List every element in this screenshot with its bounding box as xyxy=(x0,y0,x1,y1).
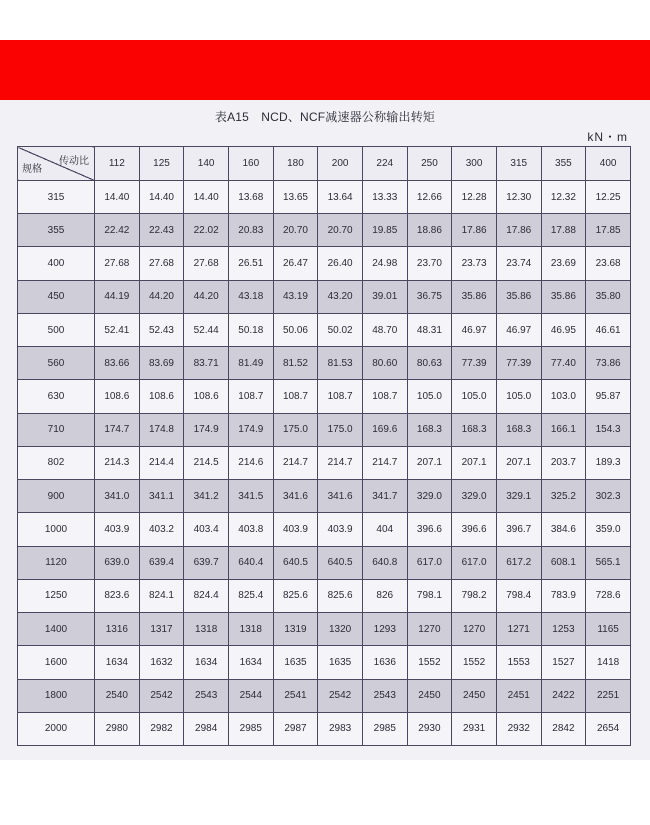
torque-cell: 1632 xyxy=(139,646,184,679)
torque-cell: 341.5 xyxy=(228,480,273,513)
torque-cell: 783.9 xyxy=(541,579,586,612)
torque-cell: 17.86 xyxy=(452,214,497,247)
torque-cell: 1293 xyxy=(362,613,407,646)
torque-cell: 175.0 xyxy=(273,413,318,446)
torque-cell: 46.95 xyxy=(541,313,586,346)
torque-cell: 77.39 xyxy=(496,347,541,380)
torque-cell: 1552 xyxy=(407,646,452,679)
torque-cell: 168.3 xyxy=(407,413,452,446)
table-row xyxy=(18,480,631,513)
torque-cell: 83.66 xyxy=(95,347,140,380)
page-bottom-margin xyxy=(0,760,650,825)
table-row xyxy=(18,413,631,446)
spec-cell: 900 xyxy=(18,480,95,513)
ratio-header: 224 xyxy=(362,147,407,181)
torque-cell: 13.65 xyxy=(273,181,318,214)
ratio-header: 300 xyxy=(452,147,497,181)
torque-cell: 13.68 xyxy=(228,181,273,214)
torque-cell: 175.0 xyxy=(318,413,363,446)
table-row xyxy=(18,313,631,346)
torque-cell: 22.43 xyxy=(139,214,184,247)
torque-cell: 2984 xyxy=(184,712,229,745)
torque-cell: 403.9 xyxy=(95,513,140,546)
torque-cell: 1634 xyxy=(95,646,140,679)
spec-cell: 1120 xyxy=(18,546,95,579)
torque-cell: 83.69 xyxy=(139,347,184,380)
torque-cell: 166.1 xyxy=(541,413,586,446)
torque-cell: 52.41 xyxy=(95,313,140,346)
torque-cell: 189.3 xyxy=(586,446,631,479)
torque-cell: 1418 xyxy=(586,646,631,679)
torque-cell: 108.7 xyxy=(362,380,407,413)
torque-cell: 35.86 xyxy=(541,280,586,313)
corner-cell xyxy=(18,147,95,181)
torque-cell: 1318 xyxy=(184,613,229,646)
unit-label: kN・m xyxy=(587,130,628,144)
torque-cell: 565.1 xyxy=(586,546,631,579)
torque-cell: 77.39 xyxy=(452,347,497,380)
torque-cell: 640.5 xyxy=(273,546,318,579)
spec-cell: 400 xyxy=(18,247,95,280)
torque-cell: 826 xyxy=(362,579,407,612)
torque-cell: 341.6 xyxy=(318,480,363,513)
torque-cell: 35.86 xyxy=(496,280,541,313)
torque-cell: 80.63 xyxy=(407,347,452,380)
torque-cell: 27.68 xyxy=(139,247,184,280)
torque-cell: 12.25 xyxy=(586,181,631,214)
torque-cell: 43.19 xyxy=(273,280,318,313)
spec-cell: 1400 xyxy=(18,613,95,646)
torque-cell: 23.68 xyxy=(586,247,631,280)
torque-cell: 2932 xyxy=(496,712,541,745)
torque-cell: 617.0 xyxy=(407,546,452,579)
torque-cell: 2422 xyxy=(541,679,586,712)
torque-cell: 214.7 xyxy=(362,446,407,479)
torque-cell: 108.6 xyxy=(184,380,229,413)
spec-cell: 560 xyxy=(18,347,95,380)
torque-cell: 13.33 xyxy=(362,181,407,214)
torque-cell: 1636 xyxy=(362,646,407,679)
torque-cell: 2980 xyxy=(95,712,140,745)
torque-cell: 81.52 xyxy=(273,347,318,380)
torque-cell: 329.0 xyxy=(452,480,497,513)
torque-cell: 12.28 xyxy=(452,181,497,214)
torque-cell: 302.3 xyxy=(586,480,631,513)
torque-cell: 174.7 xyxy=(95,413,140,446)
table-row xyxy=(18,546,631,579)
torque-cell: 798.2 xyxy=(452,579,497,612)
table-row xyxy=(18,280,631,313)
spec-cell: 2000 xyxy=(18,712,95,745)
torque-cell: 1553 xyxy=(496,646,541,679)
torque-cell: 1316 xyxy=(95,613,140,646)
torque-cell: 1320 xyxy=(318,613,363,646)
torque-table xyxy=(17,146,631,746)
torque-cell: 2541 xyxy=(273,679,318,712)
torque-cell: 1634 xyxy=(184,646,229,679)
torque-cell: 17.85 xyxy=(586,214,631,247)
torque-cell: 81.49 xyxy=(228,347,273,380)
torque-cell: 2540 xyxy=(95,679,140,712)
torque-cell: 798.4 xyxy=(496,579,541,612)
torque-cell: 2451 xyxy=(496,679,541,712)
table-title: 表A15 NCD、NCF减速器公称输出转矩 xyxy=(214,110,436,124)
torque-cell: 639.7 xyxy=(184,546,229,579)
torque-cell: 798.1 xyxy=(407,579,452,612)
torque-cell: 403.8 xyxy=(228,513,273,546)
spec-cell: 450 xyxy=(18,280,95,313)
torque-cell: 2982 xyxy=(139,712,184,745)
torque-cell: 35.80 xyxy=(586,280,631,313)
torque-cell: 2542 xyxy=(139,679,184,712)
torque-cell: 2542 xyxy=(318,679,363,712)
torque-cell: 359.0 xyxy=(586,513,631,546)
torque-cell: 1270 xyxy=(452,613,497,646)
torque-cell: 384.6 xyxy=(541,513,586,546)
ratio-header: 180 xyxy=(273,147,318,181)
torque-cell: 639.4 xyxy=(139,546,184,579)
table-row xyxy=(18,646,631,679)
torque-cell: 214.7 xyxy=(318,446,363,479)
torque-cell: 105.0 xyxy=(496,380,541,413)
torque-cell: 2450 xyxy=(407,679,452,712)
spec-cell: 630 xyxy=(18,380,95,413)
torque-cell: 23.69 xyxy=(541,247,586,280)
torque-cell: 12.32 xyxy=(541,181,586,214)
torque-cell: 403.4 xyxy=(184,513,229,546)
torque-cell: 1270 xyxy=(407,613,452,646)
torque-cell: 1635 xyxy=(273,646,318,679)
torque-cell: 46.61 xyxy=(586,313,631,346)
torque-cell: 2543 xyxy=(184,679,229,712)
torque-cell: 20.70 xyxy=(273,214,318,247)
torque-cell: 17.86 xyxy=(496,214,541,247)
torque-cell: 108.7 xyxy=(273,380,318,413)
ratio-header: 355 xyxy=(541,147,586,181)
torque-cell: 403.9 xyxy=(318,513,363,546)
torque-cell: 23.73 xyxy=(452,247,497,280)
ratio-header: 400 xyxy=(586,147,631,181)
torque-cell: 23.74 xyxy=(496,247,541,280)
torque-cell: 617.0 xyxy=(452,546,497,579)
torque-cell: 1318 xyxy=(228,613,273,646)
table-row xyxy=(18,679,631,712)
torque-cell: 396.7 xyxy=(496,513,541,546)
torque-cell: 1527 xyxy=(541,646,586,679)
torque-cell: 617.2 xyxy=(496,546,541,579)
torque-cell: 325.2 xyxy=(541,480,586,513)
torque-cell: 824.4 xyxy=(184,579,229,612)
torque-cell: 168.3 xyxy=(452,413,497,446)
torque-cell: 44.19 xyxy=(95,280,140,313)
torque-cell: 14.40 xyxy=(139,181,184,214)
torque-cell: 214.4 xyxy=(139,446,184,479)
table-row xyxy=(18,712,631,745)
torque-cell: 108.7 xyxy=(318,380,363,413)
torque-cell: 36.75 xyxy=(407,280,452,313)
torque-cell: 1317 xyxy=(139,613,184,646)
torque-cell: 26.51 xyxy=(228,247,273,280)
torque-cell: 80.60 xyxy=(362,347,407,380)
torque-cell: 108.6 xyxy=(139,380,184,413)
torque-cell: 22.02 xyxy=(184,214,229,247)
torque-cell: 640.8 xyxy=(362,546,407,579)
torque-cell: 1319 xyxy=(273,613,318,646)
torque-cell: 207.1 xyxy=(452,446,497,479)
torque-cell: 103.0 xyxy=(541,380,586,413)
header-row xyxy=(18,147,631,181)
torque-cell: 341.2 xyxy=(184,480,229,513)
torque-cell: 214.3 xyxy=(95,446,140,479)
table-row xyxy=(18,214,631,247)
torque-cell: 46.97 xyxy=(496,313,541,346)
torque-cell: 639.0 xyxy=(95,546,140,579)
torque-cell: 1552 xyxy=(452,646,497,679)
torque-cell: 108.6 xyxy=(95,380,140,413)
torque-cell: 20.83 xyxy=(228,214,273,247)
torque-cell: 26.40 xyxy=(318,247,363,280)
torque-cell: 73.86 xyxy=(586,347,631,380)
table-row xyxy=(18,247,631,280)
torque-cell: 608.1 xyxy=(541,546,586,579)
spec-cell: 802 xyxy=(18,446,95,479)
torque-cell: 14.40 xyxy=(95,181,140,214)
torque-cell: 105.0 xyxy=(407,380,452,413)
torque-cell: 403.9 xyxy=(273,513,318,546)
torque-cell: 1253 xyxy=(541,613,586,646)
spec-cell: 355 xyxy=(18,214,95,247)
torque-cell: 825.4 xyxy=(228,579,273,612)
torque-cell: 108.7 xyxy=(228,380,273,413)
torque-cell: 2654 xyxy=(586,712,631,745)
torque-cell: 2450 xyxy=(452,679,497,712)
torque-cell: 825.6 xyxy=(318,579,363,612)
torque-cell: 50.06 xyxy=(273,313,318,346)
ratio-header: 112 xyxy=(95,147,140,181)
torque-cell: 27.68 xyxy=(184,247,229,280)
torque-cell: 19.85 xyxy=(362,214,407,247)
spec-cell: 1000 xyxy=(18,513,95,546)
torque-cell: 39.01 xyxy=(362,280,407,313)
torque-cell: 169.6 xyxy=(362,413,407,446)
torque-cell: 83.71 xyxy=(184,347,229,380)
torque-cell: 24.98 xyxy=(362,247,407,280)
torque-cell: 640.5 xyxy=(318,546,363,579)
torque-cell: 95.87 xyxy=(586,380,631,413)
spec-axis-label: 规格 xyxy=(22,164,42,175)
torque-cell: 396.6 xyxy=(407,513,452,546)
torque-cell: 18.86 xyxy=(407,214,452,247)
spec-cell: 500 xyxy=(18,313,95,346)
torque-cell: 403.2 xyxy=(139,513,184,546)
torque-cell: 81.53 xyxy=(318,347,363,380)
torque-cell: 12.30 xyxy=(496,181,541,214)
torque-cell: 50.02 xyxy=(318,313,363,346)
torque-cell: 203.7 xyxy=(541,446,586,479)
torque-cell: 404 xyxy=(362,513,407,546)
torque-cell: 44.20 xyxy=(139,280,184,313)
table-row xyxy=(18,579,631,612)
torque-cell: 174.9 xyxy=(184,413,229,446)
torque-cell: 824.1 xyxy=(139,579,184,612)
table-row xyxy=(18,347,631,380)
torque-cell: 48.70 xyxy=(362,313,407,346)
table-row xyxy=(18,513,631,546)
torque-cell: 27.68 xyxy=(95,247,140,280)
ratio-header: 160 xyxy=(228,147,273,181)
ratio-header: 200 xyxy=(318,147,363,181)
torque-cell: 2931 xyxy=(452,712,497,745)
ratio-axis-label: 传动比 xyxy=(59,156,89,167)
torque-cell: 168.3 xyxy=(496,413,541,446)
torque-cell: 640.4 xyxy=(228,546,273,579)
torque-cell: 214.7 xyxy=(273,446,318,479)
torque-cell: 341.0 xyxy=(95,480,140,513)
torque-cell: 46.97 xyxy=(452,313,497,346)
torque-cell: 329.1 xyxy=(496,480,541,513)
torque-cell: 20.70 xyxy=(318,214,363,247)
torque-cell: 214.5 xyxy=(184,446,229,479)
torque-cell: 207.1 xyxy=(407,446,452,479)
spec-cell: 1600 xyxy=(18,646,95,679)
torque-cell: 12.66 xyxy=(407,181,452,214)
torque-cell: 35.86 xyxy=(452,280,497,313)
torque-cell: 2930 xyxy=(407,712,452,745)
torque-cell: 174.9 xyxy=(228,413,273,446)
torque-cell: 1165 xyxy=(586,613,631,646)
torque-cell: 341.7 xyxy=(362,480,407,513)
table-body xyxy=(18,181,631,746)
torque-cell: 14.40 xyxy=(184,181,229,214)
torque-cell: 207.1 xyxy=(496,446,541,479)
torque-cell: 154.3 xyxy=(586,413,631,446)
torque-cell: 26.47 xyxy=(273,247,318,280)
torque-cell: 1634 xyxy=(228,646,273,679)
torque-cell: 174.8 xyxy=(139,413,184,446)
torque-cell: 2985 xyxy=(228,712,273,745)
torque-cell: 43.20 xyxy=(318,280,363,313)
torque-cell: 214.6 xyxy=(228,446,273,479)
torque-cell: 52.43 xyxy=(139,313,184,346)
table-row xyxy=(18,181,631,214)
spec-cell: 710 xyxy=(18,413,95,446)
torque-cell: 1635 xyxy=(318,646,363,679)
torque-cell: 341.6 xyxy=(273,480,318,513)
torque-cell: 43.18 xyxy=(228,280,273,313)
torque-cell: 2251 xyxy=(586,679,631,712)
ratio-header: 125 xyxy=(139,147,184,181)
torque-cell: 17.88 xyxy=(541,214,586,247)
table-row xyxy=(18,380,631,413)
spec-cell: 1250 xyxy=(18,579,95,612)
torque-cell: 2544 xyxy=(228,679,273,712)
torque-cell: 329.0 xyxy=(407,480,452,513)
torque-cell: 1271 xyxy=(496,613,541,646)
table-row xyxy=(18,446,631,479)
torque-cell: 48.31 xyxy=(407,313,452,346)
red-header-bar xyxy=(0,40,650,100)
torque-cell: 823.6 xyxy=(95,579,140,612)
table-row xyxy=(18,613,631,646)
torque-cell: 2983 xyxy=(318,712,363,745)
torque-cell: 728.6 xyxy=(586,579,631,612)
torque-cell: 105.0 xyxy=(452,380,497,413)
torque-cell: 2987 xyxy=(273,712,318,745)
spec-cell: 315 xyxy=(18,181,95,214)
torque-cell: 2543 xyxy=(362,679,407,712)
torque-cell: 2985 xyxy=(362,712,407,745)
torque-cell: 77.40 xyxy=(541,347,586,380)
ratio-header: 250 xyxy=(407,147,452,181)
torque-cell: 2842 xyxy=(541,712,586,745)
torque-cell: 44.20 xyxy=(184,280,229,313)
torque-cell: 22.42 xyxy=(95,214,140,247)
torque-cell: 396.6 xyxy=(452,513,497,546)
torque-cell: 13.64 xyxy=(318,181,363,214)
torque-cell: 825.6 xyxy=(273,579,318,612)
torque-cell: 341.1 xyxy=(139,480,184,513)
spec-cell: 1800 xyxy=(18,679,95,712)
ratio-header: 315 xyxy=(496,147,541,181)
torque-cell: 23.70 xyxy=(407,247,452,280)
ratio-header: 140 xyxy=(184,147,229,181)
torque-cell: 52.44 xyxy=(184,313,229,346)
torque-cell: 50.18 xyxy=(228,313,273,346)
